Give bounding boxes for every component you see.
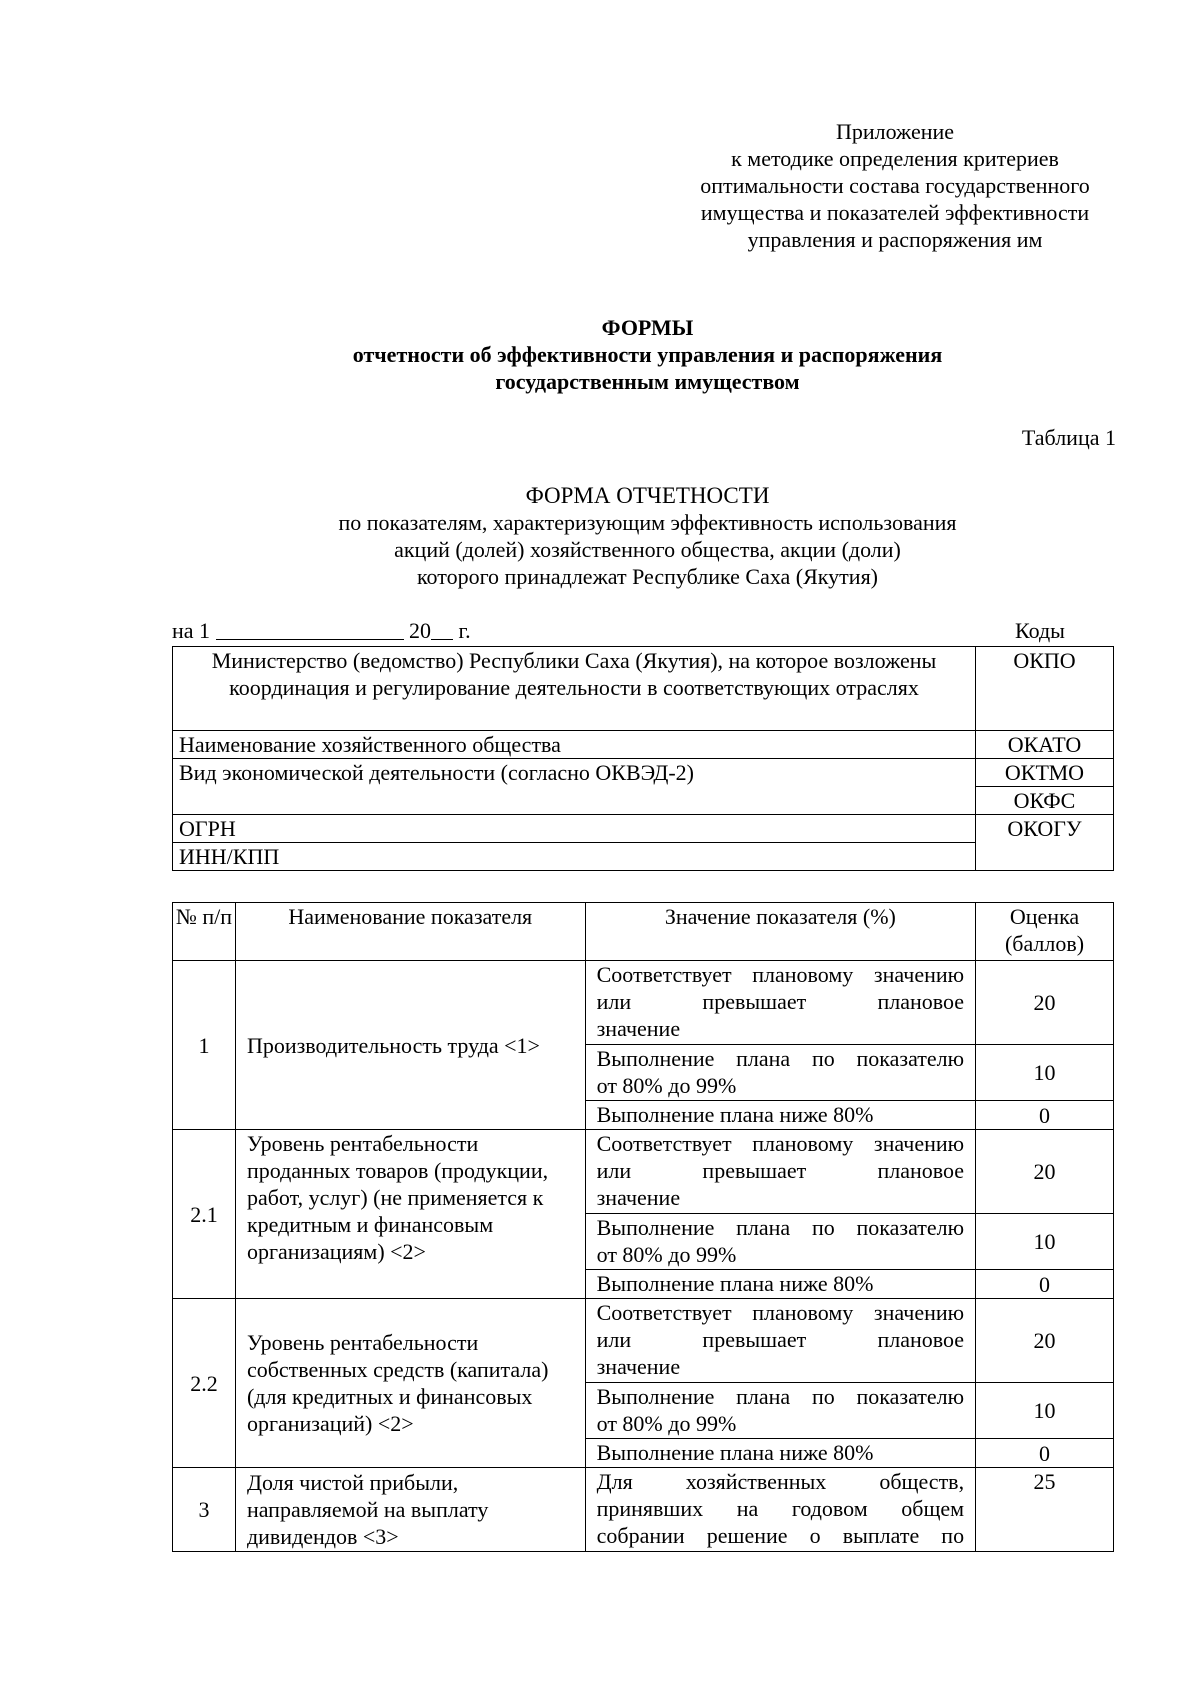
value-option-text: Выполнение плана по показателю (596, 1215, 965, 1240)
report-title (0, 482, 1200, 590)
score-cell: 10 (976, 1045, 1114, 1101)
value-option-tail: значение (596, 1016, 681, 1041)
score-cell: 0 (976, 1101, 1114, 1130)
row-num: 1 (173, 961, 236, 1130)
value-option-tail: Выполнение плана ниже 80% (596, 1102, 874, 1127)
value-option-text: Соответствует плановому значению или превышает плановое (596, 962, 965, 1014)
row-num: 2.1 (173, 1130, 236, 1299)
appendix-line: имущества и показателей эффективности (700, 200, 1090, 225)
appendix-line: к методике определения критериев (731, 146, 1059, 171)
date-suffix: г. (458, 618, 471, 643)
value-option (585, 1439, 975, 1468)
value-option (585, 1130, 975, 1214)
value-option (585, 1214, 975, 1270)
indicator-table (172, 902, 1114, 1552)
ogrn-cell: ОГРН (173, 815, 976, 843)
value-option-tail: от 80% до 99% (596, 1242, 737, 1267)
value-option-text: Выполнение плана по показателю (596, 1384, 965, 1409)
value-option-text: Для хозяйственных обществ, принявших на годовом общем собрании решение о выплате по (596, 1469, 965, 1548)
score-cell: 0 (976, 1439, 1114, 1468)
score-cell: 10 (976, 1214, 1114, 1270)
code-okato: ОКАТО (976, 731, 1114, 759)
value-option (585, 1468, 975, 1552)
value-option-tail: значение (596, 1354, 681, 1379)
activity-cell: Вид экономической деятельности (согласно ОКВЭД-2) (173, 759, 976, 815)
value-option (585, 961, 975, 1045)
value-option-tail: Выполнение плана ниже 80% (596, 1440, 874, 1465)
inn-cell: ИНН/КПП (173, 843, 976, 871)
value-option-text: Выполнение плана по показателю (596, 1046, 965, 1071)
score-cell: 25 (976, 1468, 1114, 1552)
appendix-line: управления и распоряжения им (747, 227, 1043, 252)
row-name: Производительность труда <1> (235, 961, 585, 1130)
row-name: Уровень рентабельности собственных средств (капитала) (для кредитных и финансовых организаций) <2> (235, 1299, 585, 1468)
date-year: 20 (409, 618, 432, 643)
forms-title (0, 314, 1200, 395)
value-option-tail: значение (596, 1185, 681, 1210)
row-num: 3 (173, 1468, 236, 1552)
table-label: Таблица 1 (1021, 425, 1116, 450)
value-option-text: Соответствует плановому значению или превышает плановое (596, 1300, 965, 1352)
row-name: Уровень рентабельности проданных товаров (продукции, работ, услуг) (не применяется к кредитным и финансовым организациям) <2> (235, 1130, 585, 1299)
value-option (585, 1270, 975, 1299)
row-num: 2.2 (173, 1299, 236, 1468)
report-title-line2: акций (долей) хозяйственного общества, акции (доли) (394, 537, 901, 562)
appendix-line: Приложение (835, 119, 955, 144)
report-title-line1: по показателям, характеризующим эффективность использования (338, 510, 957, 535)
header-table (172, 646, 1114, 871)
row-name: Доля чистой прибыли, направляемой на выплату дивидендов <3> (235, 1468, 585, 1552)
value-option (585, 1383, 975, 1439)
forms-title-line3: государственным имуществом (495, 369, 800, 394)
code-okfs: ОКФС (976, 787, 1114, 815)
date-blank (216, 619, 404, 640)
header-value: Значение показателя (%) (585, 903, 975, 961)
code-okpo: ОКПО (976, 647, 1114, 731)
value-option (585, 1299, 975, 1383)
report-title-main: ФОРМА ОТЧЕТНОСТИ (525, 483, 770, 508)
header-score: Оценка (баллов) (976, 903, 1114, 961)
value-option-tail: от 80% до 99% (596, 1073, 737, 1098)
score-cell: 20 (976, 961, 1114, 1045)
year-blank (431, 619, 453, 640)
score-cell: 10 (976, 1383, 1114, 1439)
value-option-text: Соответствует плановому значению или превышает плановое (596, 1131, 965, 1183)
code-okogu: ОКОГУ (976, 815, 1114, 871)
header-num: № п/п (173, 903, 236, 961)
value-option (585, 1101, 975, 1130)
company-cell: Наименование хозяйственного общества (173, 731, 976, 759)
header-name: Наименование показателя (235, 903, 585, 961)
score-cell: 20 (976, 1299, 1114, 1383)
ministry-cell: Министерство (ведомство) Республики Саха (Якутия), на которое возложены координация и регулирование деятельности в соответствующих отраслях (173, 647, 976, 731)
date-line (172, 618, 471, 644)
forms-title-line2: отчетности об эффективности управления и распоряжения (352, 342, 943, 367)
value-option-tail: от 80% до 99% (596, 1411, 737, 1436)
report-title-line3: которого принадлежат Республике Саха (Якутия) (416, 564, 879, 589)
forms-title-line1: ФОРМЫ (601, 315, 694, 340)
codes-label: Коды (1015, 618, 1065, 643)
appendix-block (660, 118, 1130, 253)
value-option (585, 1045, 975, 1101)
code-oktmo: ОКТМО (976, 759, 1114, 787)
score-cell: 0 (976, 1270, 1114, 1299)
score-cell: 20 (976, 1130, 1114, 1214)
appendix-line: оптимальности состава государственного (700, 173, 1090, 198)
value-option-tail: Выполнение плана ниже 80% (596, 1271, 874, 1296)
date-prefix: на 1 (172, 618, 211, 643)
